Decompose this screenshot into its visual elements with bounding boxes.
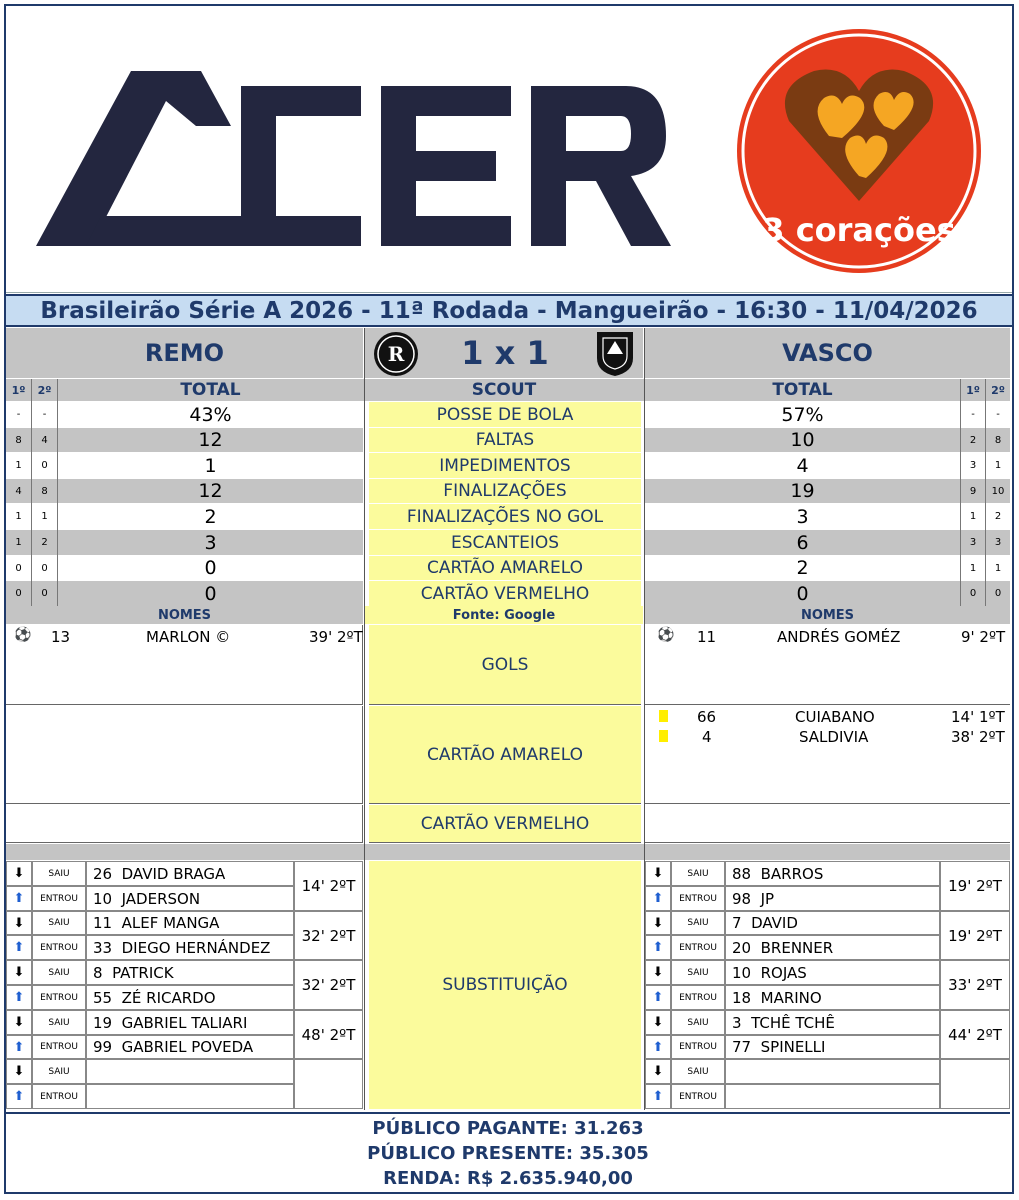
away-second-half-value: 8 bbox=[986, 428, 1010, 453]
column-divider bbox=[57, 379, 58, 606]
away-second-half-value: 0 bbox=[986, 581, 1010, 607]
home-total-value: 2 bbox=[58, 504, 363, 530]
away-total-value: 10 bbox=[645, 428, 960, 453]
away-team-name: VASCO bbox=[645, 328, 1010, 378]
home-first-half-value: - bbox=[6, 402, 31, 428]
player-out bbox=[86, 1059, 294, 1084]
match-score: 1 x 1 bbox=[461, 334, 549, 372]
away-first-half-value: - bbox=[961, 402, 985, 428]
home-total-value: 0 bbox=[58, 556, 363, 581]
away-total-value: 0 bbox=[645, 581, 960, 607]
player-in: 99 GABRIEL POVEDA bbox=[86, 1035, 294, 1059]
stat-label: ESCANTEIOS bbox=[369, 530, 641, 556]
away-goal-number: 11 bbox=[697, 628, 717, 646]
home-first-half-value: 4 bbox=[6, 479, 31, 504]
away-names-header: NOMES bbox=[645, 606, 1010, 624]
sub-out-tag: SAIU bbox=[671, 1010, 725, 1035]
substitution-time bbox=[294, 1059, 363, 1109]
away-first-half-value: 3 bbox=[961, 530, 985, 556]
home-goal-time: 39' 2ºT bbox=[309, 628, 363, 646]
score-box bbox=[365, 328, 643, 378]
total-attendance: PÚBLICO PRESENTE: 35.305 bbox=[367, 1143, 649, 1164]
ball-icon: ⚽ bbox=[14, 627, 32, 643]
separator-bar bbox=[6, 844, 1010, 860]
home-goal-scorer: MARLON © bbox=[146, 628, 231, 646]
ball-icon: ⚽ bbox=[657, 627, 675, 643]
home-first-half-value: 1 bbox=[6, 504, 31, 530]
sub-out-tag: SAIU bbox=[671, 911, 725, 935]
home-names-header: NOMES bbox=[6, 606, 363, 624]
sub-in-tag: ENTROU bbox=[32, 1035, 86, 1059]
column-divider bbox=[960, 379, 961, 606]
arrow-down-icon: ⬇ bbox=[6, 911, 32, 935]
arrow-up-icon: ⬆ bbox=[6, 1084, 32, 1109]
divider-right bbox=[644, 328, 645, 1110]
arrow-down-icon: ⬇ bbox=[6, 960, 32, 985]
home-second-half-value: 8 bbox=[32, 479, 57, 504]
arrow-up-icon: ⬆ bbox=[6, 886, 32, 911]
home-second-half-value: 0 bbox=[32, 581, 57, 607]
away-yellow-number: 4 bbox=[702, 728, 712, 746]
arrow-up-icon: ⬆ bbox=[645, 1084, 671, 1109]
yellow-card-icon bbox=[659, 710, 668, 722]
substitution-time: 32' 2ºT bbox=[294, 911, 363, 960]
away-first-half-value: 1 bbox=[961, 504, 985, 530]
arrow-down-icon: ⬇ bbox=[645, 1059, 671, 1084]
arrow-down-icon: ⬇ bbox=[645, 911, 671, 935]
arrow-up-icon: ⬆ bbox=[645, 985, 671, 1010]
player-in: 33 DIEGO HERNÁNDEZ bbox=[86, 935, 294, 960]
arrow-down-icon: ⬇ bbox=[645, 1010, 671, 1035]
away-first-half-value: 0 bbox=[961, 581, 985, 607]
arrow-down-icon: ⬇ bbox=[645, 861, 671, 886]
sub-in-tag: ENTROU bbox=[671, 1084, 725, 1109]
stat-label: CARTÃO VERMELHO bbox=[369, 581, 641, 607]
player-in: 10 JADERSON bbox=[86, 886, 294, 911]
source-label: Fonte: Google bbox=[365, 606, 643, 624]
player-out: 88 BARROS bbox=[725, 861, 940, 886]
player-in: 20 BRENNER bbox=[725, 935, 940, 960]
home-second-half-header: 2º bbox=[37, 383, 52, 397]
goals-label: GOLS bbox=[369, 625, 641, 705]
substitution-time: 32' 2ºT bbox=[294, 960, 363, 1010]
paying-attendance: PÚBLICO PAGANTE: 31.263 bbox=[372, 1118, 644, 1139]
home-first-half-value: 0 bbox=[6, 556, 31, 581]
away-total-value: 3 bbox=[645, 504, 960, 530]
away-first-half-header: 1º bbox=[966, 383, 980, 397]
acerj-logo bbox=[26, 46, 696, 256]
away-goals-box bbox=[645, 625, 1010, 705]
arrow-up-icon: ⬆ bbox=[645, 886, 671, 911]
player-out: 19 GABRIEL TALIARI bbox=[86, 1010, 294, 1035]
away-total-header: TOTAL bbox=[772, 380, 833, 400]
away-total-value: 19 bbox=[645, 479, 960, 504]
away-second-half-value: 10 bbox=[986, 479, 1010, 504]
home-first-half-value: 0 bbox=[6, 581, 31, 607]
player-in: 18 MARINO bbox=[725, 985, 940, 1010]
arrow-up-icon: ⬆ bbox=[6, 935, 32, 960]
sub-out-tag: SAIU bbox=[671, 861, 725, 886]
yellow-card-icon bbox=[659, 730, 668, 742]
stat-label: CARTÃO AMARELO bbox=[369, 556, 641, 581]
away-total-value: 4 bbox=[645, 453, 960, 479]
home-total-value: 0 bbox=[58, 581, 363, 607]
sub-in-tag: ENTROU bbox=[671, 886, 725, 911]
yellow-card-label: CARTÃO AMARELO bbox=[369, 706, 641, 804]
svg-text:R: R bbox=[387, 342, 405, 366]
substitution-time: 19' 2ºT bbox=[940, 911, 1010, 960]
home-second-half-value: - bbox=[32, 402, 57, 428]
gate-revenue: RENDA: R$ 2.635.940,00 bbox=[383, 1168, 633, 1189]
player-in bbox=[725, 1084, 940, 1109]
home-total-value: 12 bbox=[58, 479, 363, 504]
substitution-time: 33' 2ºT bbox=[940, 960, 1010, 1010]
home-second-half-value: 4 bbox=[32, 428, 57, 453]
red-card-label: CARTÃO VERMELHO bbox=[369, 805, 641, 843]
home-total-value: 12 bbox=[58, 428, 363, 453]
player-out: 7 DAVID bbox=[725, 911, 940, 935]
away-total-value: 2 bbox=[645, 556, 960, 581]
home-total-value: 3 bbox=[58, 530, 363, 556]
away-second-half-value: 2 bbox=[986, 504, 1010, 530]
away-first-half-value: 1 bbox=[961, 556, 985, 581]
player-in: 55 ZÉ RICARDO bbox=[86, 985, 294, 1010]
attendance-footer bbox=[6, 1112, 1010, 1192]
player-out: 10 ROJAS bbox=[725, 960, 940, 985]
player-out: 11 ALEF MANGA bbox=[86, 911, 294, 935]
away-goal-time: 9' 2ºT bbox=[961, 628, 1006, 646]
away-first-half-value: 2 bbox=[961, 428, 985, 453]
arrow-up-icon: ⬆ bbox=[645, 935, 671, 960]
arrow-down-icon: ⬇ bbox=[6, 1059, 32, 1084]
home-goals-box bbox=[6, 625, 363, 705]
player-out: 3 TCHÊ TCHÊ bbox=[725, 1010, 940, 1035]
arrow-up-icon: ⬆ bbox=[6, 985, 32, 1010]
stat-label: FINALIZAÇÕES bbox=[369, 479, 641, 504]
vasco-crest-icon bbox=[591, 328, 639, 378]
column-divider bbox=[985, 379, 986, 606]
substitution-time: 44' 2ºT bbox=[940, 1010, 1010, 1059]
sub-in-tag: ENTROU bbox=[32, 985, 86, 1010]
away-yellow-time: 14' 1ºT bbox=[951, 708, 1005, 726]
sub-out-tag: SAIU bbox=[671, 1059, 725, 1084]
away-second-half-header: 2º bbox=[991, 383, 1005, 397]
away-yellow-time: 38' 2ºT bbox=[951, 728, 1005, 746]
sub-in-tag: ENTROU bbox=[671, 985, 725, 1010]
away-yellow-player: CUIABANO bbox=[795, 708, 875, 726]
player-in bbox=[86, 1084, 294, 1109]
sub-in-tag: ENTROU bbox=[671, 1035, 725, 1059]
sub-out-tag: SAIU bbox=[32, 1059, 86, 1084]
sub-out-tag: SAIU bbox=[32, 1010, 86, 1035]
arrow-down-icon: ⬇ bbox=[6, 1010, 32, 1035]
scout-header: SCOUT bbox=[471, 380, 537, 400]
sub-out-tag: SAIU bbox=[32, 960, 86, 985]
stat-label: POSSE DE BOLA bbox=[369, 402, 641, 428]
match-title: Brasileirão Série A 2026 - 11ª Rodada - Mangueirão - 16:30 - 11/04/2026 bbox=[6, 294, 1012, 327]
sub-in-tag: ENTROU bbox=[32, 886, 86, 911]
substitution-time: 19' 2ºT bbox=[940, 861, 1010, 911]
sub-out-tag: SAIU bbox=[32, 911, 86, 935]
column-divider bbox=[31, 379, 32, 606]
sub-out-tag: SAIU bbox=[32, 861, 86, 886]
home-second-half-value: 1 bbox=[32, 504, 57, 530]
remo-crest-icon bbox=[371, 330, 421, 378]
player-in: 77 SPINELLI bbox=[725, 1035, 940, 1059]
arrow-up-icon: ⬆ bbox=[645, 1035, 671, 1059]
home-second-half-value: 0 bbox=[32, 453, 57, 479]
player-out: 8 PATRICK bbox=[86, 960, 294, 985]
away-yellow-box bbox=[645, 706, 1010, 804]
away-goal-scorer: ANDRÉS GOMÉZ bbox=[777, 628, 901, 646]
home-first-half-value: 1 bbox=[6, 453, 31, 479]
stat-label: FALTAS bbox=[369, 428, 641, 453]
away-total-value: 57% bbox=[645, 402, 960, 428]
sponsor-wordmark: 3 corações bbox=[762, 211, 956, 249]
logo-banner bbox=[6, 6, 1012, 293]
player-in: 98 JP bbox=[725, 886, 940, 911]
home-second-half-value: 0 bbox=[32, 556, 57, 581]
away-second-half-value: 3 bbox=[986, 530, 1010, 556]
away-second-half-value: 1 bbox=[986, 453, 1010, 479]
home-team-name: REMO bbox=[6, 328, 363, 378]
home-total-header: TOTAL bbox=[180, 380, 241, 400]
away-yellow-number: 66 bbox=[697, 708, 717, 726]
home-red-box bbox=[6, 805, 363, 843]
away-total-value: 6 bbox=[645, 530, 960, 556]
home-first-half-value: 8 bbox=[6, 428, 31, 453]
substitution-time: 48' 2ºT bbox=[294, 1010, 363, 1059]
sub-in-tag: ENTROU bbox=[32, 1084, 86, 1109]
home-total-value: 1 bbox=[58, 453, 363, 479]
away-yellow-player: SALDIVIA bbox=[799, 728, 869, 746]
sub-in-tag: ENTROU bbox=[32, 935, 86, 960]
sub-out-tag: SAIU bbox=[671, 960, 725, 985]
substitution-time bbox=[940, 1059, 1010, 1109]
substitution-time: 14' 2ºT bbox=[294, 861, 363, 911]
home-goal-number: 13 bbox=[51, 628, 71, 646]
stat-label: FINALIZAÇÕES NO GOL bbox=[369, 504, 641, 530]
stat-label: IMPEDIMENTOS bbox=[369, 453, 641, 479]
away-second-half-value: - bbox=[986, 402, 1010, 428]
home-second-half-value: 2 bbox=[32, 530, 57, 556]
home-yellow-box bbox=[6, 706, 363, 804]
arrow-down-icon: ⬇ bbox=[6, 861, 32, 886]
arrow-down-icon: ⬇ bbox=[645, 960, 671, 985]
away-first-half-value: 3 bbox=[961, 453, 985, 479]
home-total-value: 43% bbox=[58, 402, 363, 428]
away-red-box bbox=[645, 805, 1010, 843]
tres-coracoes-logo bbox=[734, 26, 984, 276]
player-out bbox=[725, 1059, 940, 1084]
substitution-label: SUBSTITUIÇÃO bbox=[369, 861, 641, 1109]
away-second-half-value: 1 bbox=[986, 556, 1010, 581]
home-first-half-value: 1 bbox=[6, 530, 31, 556]
arrow-up-icon: ⬆ bbox=[6, 1035, 32, 1059]
player-out: 26 DAVID BRAGA bbox=[86, 861, 294, 886]
away-first-half-value: 9 bbox=[961, 479, 985, 504]
home-first-half-header: 1º bbox=[11, 383, 26, 397]
divider-left bbox=[364, 328, 365, 1110]
sub-in-tag: ENTROU bbox=[671, 935, 725, 960]
